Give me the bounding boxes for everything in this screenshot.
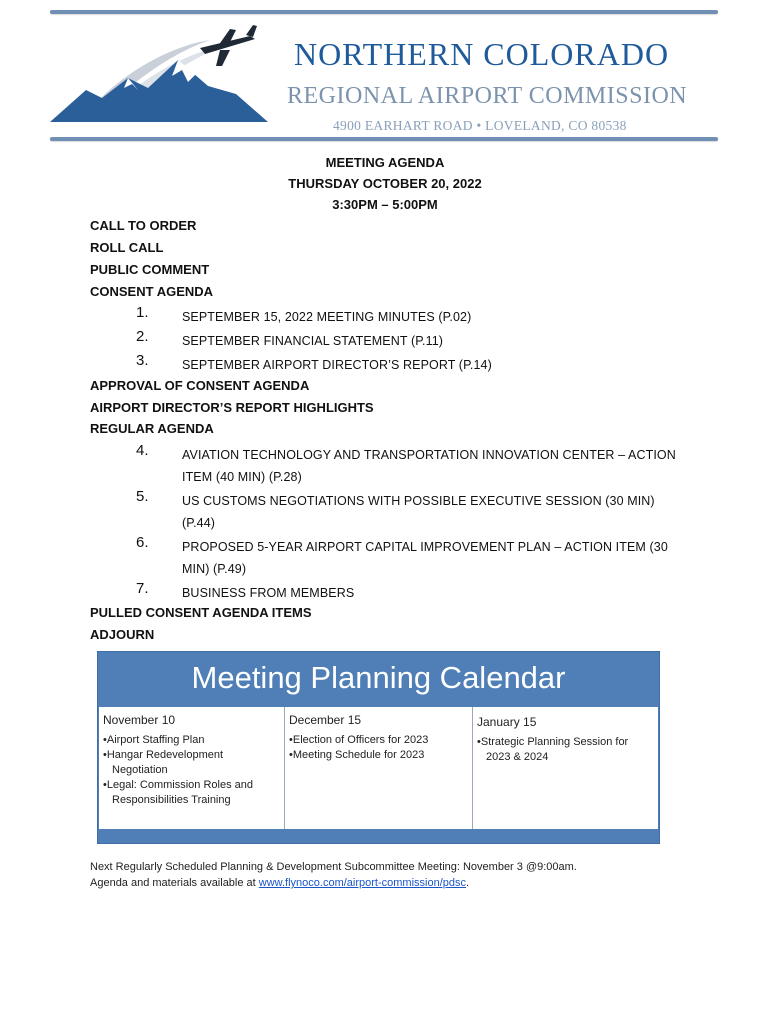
calendar-topic: • Hangar Redevelopment Negotiation [103, 748, 273, 778]
agenda-item-number: 6. [136, 534, 149, 551]
calendar-topic: • Legal: Commission Roles and Responsibilities Training [103, 778, 273, 808]
materials-link[interactable]: www.flynoco.com/airport-commission/pdsc [258, 877, 467, 889]
calendar-topics [103, 733, 273, 808]
section-roll-call: ROLL CALL [90, 240, 164, 255]
calendar-title: Meeting Planning Calendar [191, 660, 566, 695]
footer-materials [90, 877, 469, 889]
agenda-heading: MEETING AGENDA [325, 155, 445, 170]
airport-logo [50, 24, 274, 124]
section-regular-agenda: REGULAR AGENDA [90, 421, 214, 436]
org-address: 4900 EARHART ROAD • LOVELAND, CO 80538 [333, 118, 627, 133]
agenda-item-number: 4. [136, 442, 149, 459]
calendar-topic: • Meeting Schedule for 2023 [289, 748, 459, 763]
calendar-column [99, 707, 285, 829]
section-pulled-items: PULLED CONSENT AGENDA ITEMS [90, 605, 312, 620]
calendar-column [473, 707, 658, 829]
section-public-comment: PUBLIC COMMENT [90, 262, 210, 277]
calendar-topics [477, 735, 647, 765]
agenda-item-text: SEPTEMBER AIRPORT DIRECTOR’S REPORT (P.14) [182, 358, 492, 372]
calendar-column [285, 707, 473, 829]
calendar-topics [289, 733, 459, 763]
footer-materials-text: Agenda and materials available at [90, 877, 259, 889]
agenda-item-number: 5. [136, 488, 149, 505]
footer-next-meeting: Next Regularly Scheduled Planning & Development Subcommittee Meeting: November 3 @9:00am. [90, 861, 577, 873]
agenda-item-number: 7. [136, 580, 149, 597]
section-call-to-order: CALL TO ORDER [90, 218, 197, 233]
calendar-topic: • Strategic Planning Session for 2023 & 2024 [477, 735, 647, 765]
agenda-time: 3:30PM – 5:00PM [332, 197, 438, 212]
agenda-item-text: US CUSTOMS NEGOTIATIONS WITH POSSIBLE EXECUTIVE SESSION (30 MIN) (P.44) [182, 494, 655, 530]
agenda-item-number: 3. [136, 352, 149, 369]
agenda-item-number: 1. [136, 304, 149, 321]
org-name-line2: REGIONAL AIRPORT COMMISSION [287, 83, 688, 109]
org-name-line1: NORTHERN COLORADO [294, 36, 670, 72]
calendar-date: January 15 [477, 715, 537, 729]
footer-materials-end: . [466, 877, 470, 889]
agenda-item-text: SEPTEMBER FINANCIAL STATEMENT (P.11) [182, 334, 444, 348]
section-approval-consent: APPROVAL OF CONSENT AGENDA [90, 378, 310, 393]
agenda-item-text: BUSINESS FROM MEMBERS [182, 586, 355, 600]
agenda-item-text: PROPOSED 5-YEAR AIRPORT CAPITAL IMPROVEMENT PLAN – ACTION ITEM (30 MIN) (P.49) [182, 540, 668, 576]
section-adjourn: ADJOURN [90, 627, 155, 642]
calendar-date: December 15 [289, 713, 362, 727]
agenda-item-text: SEPTEMBER 15, 2022 MEETING MINUTES (P.02) [182, 310, 472, 324]
calendar-body [99, 707, 658, 829]
header-top-rule [50, 10, 718, 14]
agenda-item-number: 2. [136, 328, 149, 345]
section-director-report: AIRPORT DIRECTOR’S REPORT HIGHLIGHTS [90, 400, 374, 415]
header-bottom-rule [50, 137, 718, 141]
section-consent-agenda: CONSENT AGENDA [90, 284, 214, 299]
calendar-topic: • Airport Staffing Plan [103, 733, 273, 748]
agenda-date: THURSDAY OCTOBER 20, 2022 [288, 176, 482, 191]
calendar-topic: • Election of Officers for 2023 [289, 733, 459, 748]
meeting-planning-calendar [97, 651, 660, 844]
agenda-item-text: AVIATION TECHNOLOGY AND TRANSPORTATION INNOVATION CENTER – ACTION ITEM (40 MIN) (P.28) [182, 448, 676, 484]
calendar-date: November 10 [103, 713, 176, 727]
